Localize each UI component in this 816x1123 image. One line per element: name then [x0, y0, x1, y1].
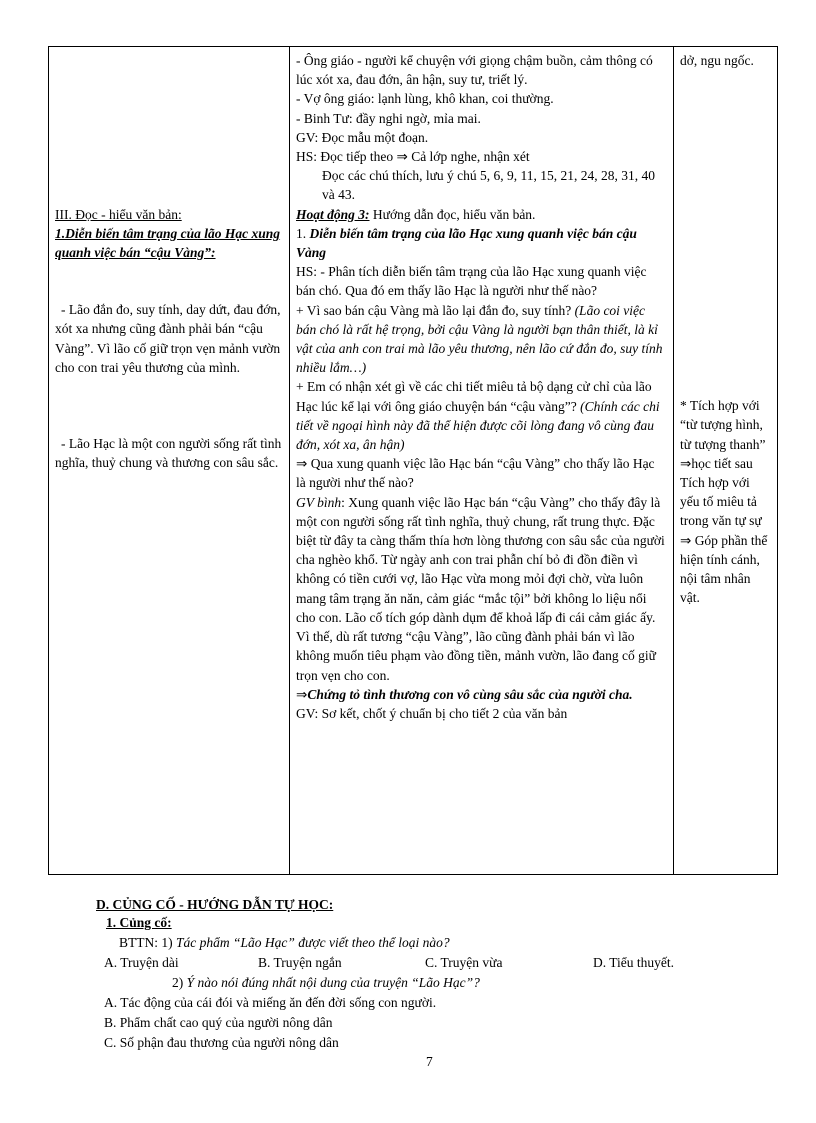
activity-text: Hướng dẫn đọc, hiểu văn bản.	[369, 206, 536, 222]
reinforce-heading-text: 1. Củng cố:	[106, 915, 172, 930]
section-heading: III. Đọc - hiểu văn bản:	[55, 206, 182, 222]
bttn-q1-text: Tác phẩm “Lão Hạc” được viết theo thể loại nào?	[176, 935, 450, 950]
left-para-1: - Lão đắn đo, suy tính, day dứt, đau đớn, xót xa nhưng cũng đành phải bán “cậu Vàng”. Vì lão cố giữ trọn vẹn mảnh vườn cho con trai yêu thương của mình.	[55, 302, 281, 375]
note-3	[680, 473, 771, 607]
q1-option-b: B. Truyện ngắn	[258, 955, 342, 970]
notes-column	[674, 47, 778, 875]
note-3b: Góp phần thể hiện tính cánh, nội tâm nhân vật.	[680, 532, 768, 606]
activity-3	[296, 205, 667, 224]
bttn-q2-text: Ý nào nói đúng nhất nội dung của truyện “Lão Hạc”?	[186, 975, 480, 990]
arrow-icon: ⇒	[396, 149, 408, 165]
question-1: HS: - Phân tích diễn biến tâm trạng của lão Hạc xung quanh việc bán chó. Qua đó em thấy lão Hạc là người như thế nào?	[296, 264, 647, 299]
teacher-comment-text: : Xung quanh việc lão Hạc bán “cậu Vàng” cho thấy đây là một con người sống rất tình nghĩa, thuỷ chung, rất trung thực. Đặc biệt từ đây ta càng thấm thía hơn lòng thương con sâu sắc của người cha nghèo khổ. Từ ngày anh con trai phẫn chí bỏ đi đồn điền vì không có tiền cưới vợ, lão Hạc vừa mong mỏi đợi chờ, vừa luôn mang tâm trạng ăn năn, cảm giác “mắc tội” bởi không lo liệu nổi cho con. Lão cố tích góp dành dụm để khoả lấp đi cái cảm giác ấy. Vì thế, dù rất tương “cậu Vàng”, lão cũng đành phải bán vì lão không muốn tiêu phạm vào đồng tiền, mảnh vườn, lão đang cố giữ trọn vẹn cho con.	[296, 494, 665, 683]
arrow-icon: ⇒	[680, 532, 692, 548]
arrow-icon: ⇒	[680, 455, 692, 471]
conclusion-text: Chứng tỏ tình thương con vô cùng sâu sắc của người cha.	[307, 686, 633, 702]
section-d-title-text: D. CỦNG CỐ - HƯỚNG DẪN TỰ HỌC:	[96, 897, 334, 912]
reinforce-heading	[106, 915, 172, 931]
question-2	[296, 301, 667, 378]
mid-line-5	[296, 147, 667, 166]
q1-option-a: A. Truyện dài	[104, 955, 179, 970]
q2-option-c: C. Số phận đau thương của người nông dân	[104, 1035, 339, 1050]
section-d-title	[96, 895, 736, 915]
notes-top: dở, ngu ngốc.	[680, 53, 754, 68]
section-d	[96, 895, 736, 915]
lesson-table	[48, 46, 778, 875]
q1-option-c: C. Truyện vừa	[425, 955, 503, 970]
mid-subheading	[296, 224, 667, 262]
question-3	[296, 377, 667, 454]
mid-line-3: - Binh Tư: đầy nghi ngờ, mỉa mai.	[296, 110, 481, 126]
note-2-text: học tiết sau	[691, 455, 753, 471]
note-1: * Tích hợp với “từ tượng hình, từ tượng thanh”	[680, 398, 766, 452]
arrow-icon: ⇒	[296, 686, 308, 702]
mid-line-1: - Ông giáo - người kể chuyện với giọng chậm buồn, cảm thông có lúc xót xa, đau đớn, ân hận, suy tư, triết lý.	[296, 53, 653, 88]
bttn-q2-num: 2)	[172, 975, 184, 990]
question-2-answer: (Lão coi việc bán chó là rất hệ trọng, bởi cậu Vàng là người bạn thân thiết, là kỉ vật của anh con trai mà lão yêu thương, nên lão cứ đắn đo, suy tính nhiều lắm…)	[296, 302, 663, 376]
question-4	[296, 454, 667, 492]
teacher-comment	[296, 493, 667, 685]
content-column	[49, 47, 290, 875]
bttn-label: BTTN: 1)	[119, 935, 173, 950]
question-2-text: + Vì sao bán cậu Vàng mà lão lại đắn đo, suy tính?	[296, 302, 572, 318]
note-3a: Tích hợp với yếu tố miêu tả trong văn tự sự	[680, 475, 762, 529]
q1-option-d: D. Tiểu thuyết.	[593, 955, 675, 970]
activity-label: Hoạt động 3:	[296, 206, 370, 222]
page-number: 7	[426, 1054, 433, 1069]
mid-sub-num: 1.	[296, 225, 310, 241]
teacher-comment-label: GV bình	[296, 494, 342, 510]
conclusion	[296, 685, 667, 704]
note-2	[680, 454, 771, 473]
arrow-icon: ⇒	[296, 456, 308, 472]
activity-column	[290, 47, 674, 875]
bttn-q1	[119, 935, 450, 951]
q2-option-a: A. Tác động của cái đói và miếng ăn đến đời sống con người.	[104, 995, 437, 1010]
question-4-text: Qua xung quanh việc lão Hạc bán “cậu Vàng” cho thấy lão Hạc là người như thế nào?	[296, 456, 655, 491]
left-para-2: - Lão Hạc là một con người sống rất tình nghĩa, thuỷ chung và thương con sâu sắc.	[55, 436, 282, 471]
q2-option-b: B. Phẩm chất cao quý của người nông dân	[104, 1015, 333, 1030]
mid-line-6: Đọc các chú thích, lưu ý chú 5, 6, 9, 11, 15, 21, 24, 28, 31, 40 và 43.	[322, 168, 656, 203]
bttn-q2	[172, 975, 480, 991]
mid-line-5a: HS: Đọc tiếp theo	[296, 149, 394, 165]
left-spacer	[55, 51, 283, 205]
mid-final: GV: Sơ kết, chốt ý chuẩn bị cho tiết 2 của văn bản	[296, 705, 568, 721]
mid-line-2: - Vợ ông giáo: lạnh lùng, khô khan, coi thường.	[296, 91, 554, 107]
mid-line-4: GV: Đọc mẫu một đoạn.	[296, 129, 429, 145]
sub-heading: 1.Diễn biến tâm trạng của lão Hạc xung quanh việc bán “cậu Vàng”:	[55, 225, 281, 260]
mid-line-5b: Cả lớp nghe, nhận xét	[411, 149, 530, 165]
question-3-text: + Em có nhận xét gì về các chi tiết miêu tả bộ dạng cử chỉ của lão Hạc lúc kể lại với ông giáo chuyện bán “cậu vàng”?	[296, 379, 652, 414]
question-3-answer: (Chính các chi tiết về ngoại hình này đã thể hiện được cõi lòng đang vô cùng đau đớn, xót xa, ân hận)	[296, 398, 660, 453]
mid-sub-title: Diễn biến tâm trạng của lão Hạc xung quanh việc bán cậu Vàng	[296, 225, 637, 261]
